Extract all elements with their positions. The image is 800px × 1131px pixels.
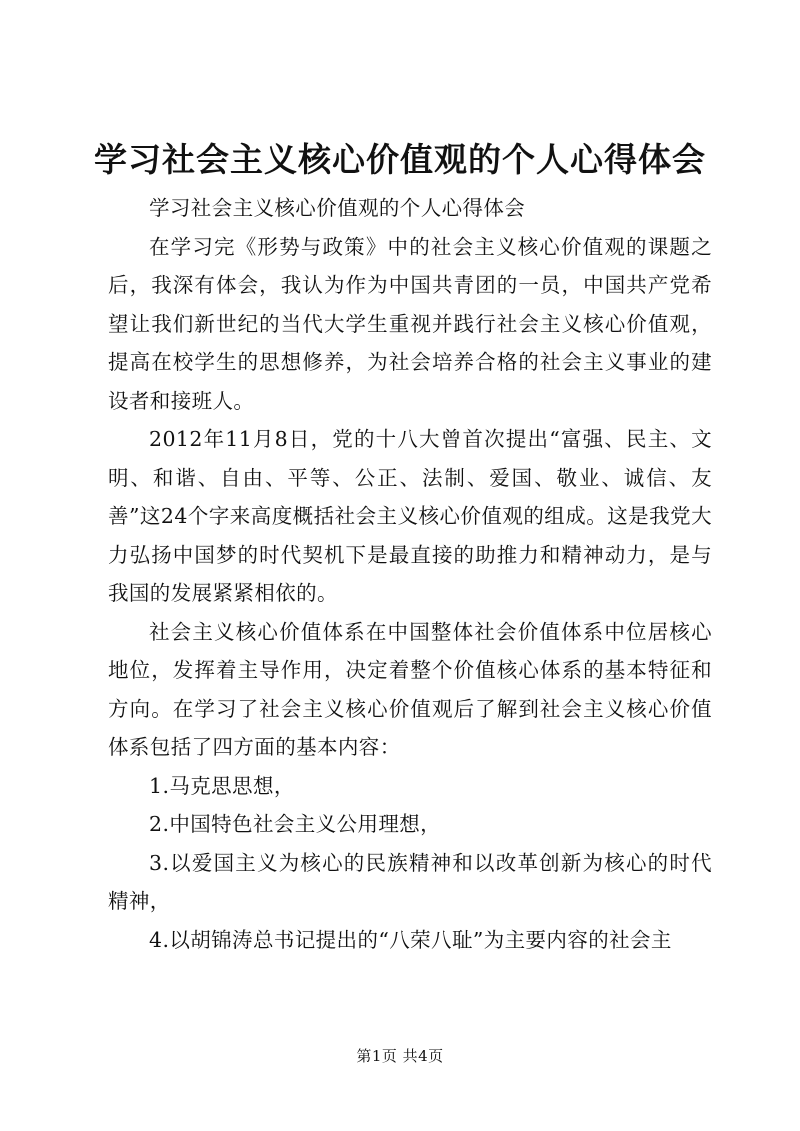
list-item-1: 1.马克思思想， xyxy=(149,773,295,798)
document-title: 学习社会主义核心价值观的个人心得体会 xyxy=(94,140,706,179)
page-number-footer: 第1页 共4页 xyxy=(356,1047,444,1065)
list-item-4: 4.以胡锦涛总书记提出的“八荣八耻”为主要内容的社会主 xyxy=(149,927,672,952)
paragraph-intro: 在学习完《形势与政策》中的社会主义核心价值观的课题之后，我深有体会，我认为作为中国共青团的一员，中国共产党希望让我们新世纪的当代大学生重视并践行社会主义核心价值观，提高在校学生的思想修养，为社会培养合格的社会主义事业的建设者和接班人。 xyxy=(108,234,712,413)
paragraph-value-system: 社会主义核心价值体系在中国整体社会价值体系中位居核心地位，发挥着主导作用，决定着整个价值核心体系的基本特征和方向。在学习了社会主义核心价值观后了解到社会主义核心价值体系包括了四方面的基本内容： xyxy=(108,619,712,759)
list-item-3: 3.以爱国主义为核心的民族精神和以改革创新为核心的时代精神， xyxy=(108,850,712,913)
list-item-2: 2.中国特色社会主义公用理想， xyxy=(149,812,442,836)
paragraph-subtitle: 学习社会主义核心价值观的个人心得体会 xyxy=(149,196,526,220)
document-body xyxy=(108,189,712,959)
paragraph-core-values: 2012年11月8日，党的十八大曾首次提出“富强、民主、文明、和谐、自由、平等、公正、法制、爱国、敬业、诚信、友善”这24个字来高度概括社会主义核心价值观的组成。这是我党大力弘扬中国梦的时代契机下是最直接的助推力和精神动力，是与我国的发展紧紧相依的。 xyxy=(108,427,712,605)
